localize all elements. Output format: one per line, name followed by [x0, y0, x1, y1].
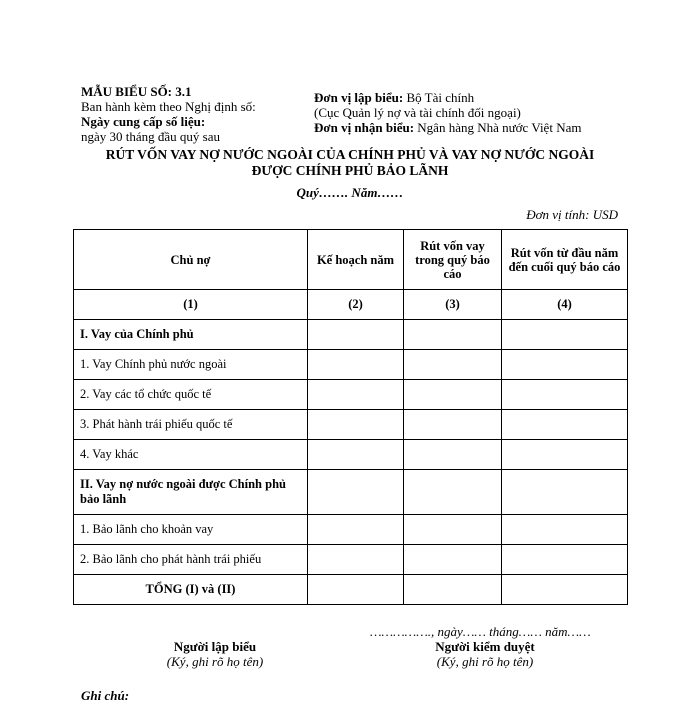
cell-empty — [404, 350, 502, 380]
cell-empty — [502, 350, 628, 380]
index-1: (1) — [74, 290, 308, 320]
row-label: II. Vay nợ nước ngoài được Chính phủ bảo lãnh — [74, 470, 308, 515]
index-3: (3) — [404, 290, 502, 320]
header-annual-plan: Kế hoạch năm — [308, 230, 404, 290]
cell-empty — [502, 320, 628, 350]
signature-preparer — [130, 639, 300, 669]
cell-empty — [404, 515, 502, 545]
cell-empty — [404, 320, 502, 350]
document-title — [0, 147, 700, 179]
cell-empty — [404, 440, 502, 470]
date-line: ……………., ngày…… tháng…… năm…… — [370, 624, 591, 639]
preparer-sub: (Cục Quản lý nợ và tài chính đối ngoại) — [314, 105, 521, 120]
header-left — [81, 84, 256, 144]
row-label: 3. Phát hành trái phiếu quốc tế — [74, 410, 308, 440]
table-total-row — [74, 575, 628, 605]
total-label: TỔNG (I) và (II) — [74, 575, 308, 605]
supply-date-value: ngày 30 tháng đầu quý sau — [81, 129, 221, 144]
row-label: 4. Vay khác — [74, 440, 308, 470]
table-row — [74, 440, 628, 470]
table-row — [74, 380, 628, 410]
cell-empty — [404, 410, 502, 440]
signature-role: Người kiểm duyệt — [435, 639, 535, 654]
cell-empty — [502, 575, 628, 605]
header-quarter-drawdown: Rút vốn vay trong quý báo cáo — [404, 230, 502, 290]
index-4: (4) — [502, 290, 628, 320]
title-line-2: ĐƯỢC CHÍNH PHỦ BẢO LÃNH — [251, 163, 449, 178]
title-line-1: RÚT VỐN VAY NỢ NƯỚC NGOÀI CỦA CHÍNH PHỦ VÀ VAY NỢ NƯỚC NGOÀI — [105, 147, 595, 162]
header-right — [314, 90, 581, 135]
cell-empty — [502, 545, 628, 575]
cell-empty — [308, 470, 404, 515]
table-index-row — [74, 290, 628, 320]
row-label: 1. Bảo lãnh cho khoản vay — [74, 515, 308, 545]
cell-empty — [404, 380, 502, 410]
cell-empty — [404, 575, 502, 605]
row-label: 2. Vay các tổ chức quốc tế — [74, 380, 308, 410]
header-creditor: Chủ nợ — [74, 230, 308, 290]
cell-empty — [308, 515, 404, 545]
signature-reviewer — [400, 639, 570, 669]
table-row — [74, 515, 628, 545]
form-code: MẪU BIỂU SỐ: 3.1 — [81, 84, 192, 99]
cell-empty — [308, 380, 404, 410]
table-row — [74, 350, 628, 380]
preparer-line — [314, 90, 581, 105]
cell-empty — [502, 470, 628, 515]
row-label: 2. Bảo lãnh cho phát hành trái phiếu — [74, 545, 308, 575]
index-2: (2) — [308, 290, 404, 320]
note-label: Ghi chú: — [81, 688, 130, 703]
cell-empty — [502, 410, 628, 440]
table-row — [74, 545, 628, 575]
preparer-label: Đơn vị lập biểu: — [314, 90, 404, 105]
row-label: I. Vay của Chính phủ — [74, 320, 308, 350]
table-row — [74, 320, 628, 350]
cell-empty — [404, 545, 502, 575]
receiver-line — [314, 120, 581, 135]
report-period: Quý……. Năm…… — [296, 185, 404, 200]
header-ytd-drawdown: Rút vốn từ đầu năm đến cuối quý báo cáo — [502, 230, 628, 290]
issued-by: Ban hành kèm theo Nghị định số: — [81, 99, 256, 114]
signature-note: (Ký, ghi rõ họ tên) — [436, 654, 534, 669]
cell-empty — [502, 380, 628, 410]
cell-empty — [308, 575, 404, 605]
report-table — [73, 229, 628, 605]
signature-note: (Ký, ghi rõ họ tên) — [166, 654, 264, 669]
table-row — [74, 470, 628, 515]
table-row — [74, 410, 628, 440]
cell-empty — [308, 440, 404, 470]
supply-date-label: Ngày cung cấp số liệu: — [81, 114, 206, 129]
preparer-value: Bộ Tài chính — [406, 90, 475, 105]
unit-label: Đơn vị tính: USD — [526, 207, 618, 222]
cell-empty — [308, 545, 404, 575]
cell-empty — [308, 350, 404, 380]
cell-empty — [308, 320, 404, 350]
row-label: 1. Vay Chính phủ nước ngoài — [74, 350, 308, 380]
cell-empty — [404, 470, 502, 515]
cell-empty — [502, 515, 628, 545]
cell-empty — [502, 440, 628, 470]
signature-role: Người lập biểu — [173, 639, 257, 654]
cell-empty — [308, 410, 404, 440]
receiver-value: Ngân hàng Nhà nước Việt Nam — [417, 120, 582, 135]
table-header-row — [74, 230, 628, 290]
receiver-label: Đơn vị nhận biểu: — [314, 120, 415, 135]
